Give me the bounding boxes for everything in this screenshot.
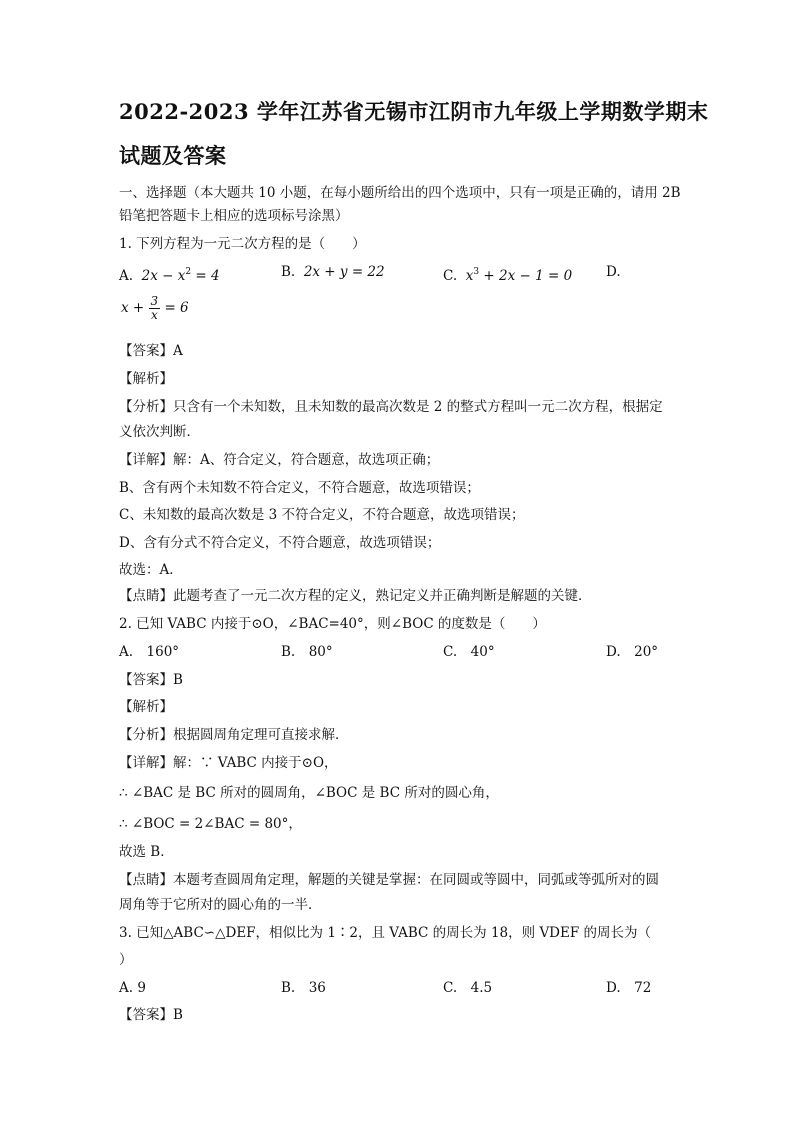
q3-option-d: D. 72	[606, 980, 652, 996]
q3-option-c: C. 4.5	[443, 980, 493, 996]
q1-remark: 【点睛】此题考查了一元二次方程的定义，熟记定义并正确判断是解题的关键．	[119, 588, 592, 604]
q1-detail-c: C、未知数的最高次数是 3 不符合定义，不符合题意，故选项错误；	[119, 507, 525, 523]
q1-option-a-tail: = 4	[191, 268, 220, 284]
q3-answer: 【答案】B	[119, 1007, 183, 1023]
q1-option-d-label: D.	[606, 264, 621, 280]
q1-option-c-tail: + 2x − 1 = 0	[479, 268, 573, 284]
q1-answer: 【答案】A	[119, 343, 183, 359]
q2-option-d: D. 20°	[606, 644, 659, 660]
q2-detail-line-2: ∴ ∠BOC = 2∠BAC = 80°，	[119, 816, 302, 832]
q1-option-d-numerator: 3	[150, 294, 159, 308]
doc-title-line-1: 2022-2023 学年江苏省无锡市江阴市九年级上学期数学期末	[119, 99, 709, 124]
q2-option-b: B. 80°	[281, 644, 333, 660]
q1-detail-b: B、含有两个未知数不符合定义，不符合题意，故选项错误；	[119, 480, 480, 496]
q3-stem-cont: ）	[119, 952, 133, 968]
q2-conclusion: 故选 B．	[119, 844, 174, 860]
q1-option-b-expr: 2x + y = 22	[303, 264, 385, 280]
q2-detail: 【详解】解：∵ VABC 内接于⊙O，	[119, 755, 338, 771]
q3-stem: 3. 已知△ABC∽△DEF，相似比为 1∶2，且 VABC 的周长为 18，则 VDEF 的周长为（	[119, 925, 652, 941]
q1-analysis-heading: 【解析】	[119, 371, 173, 387]
section-heading: 一、选择题（本大题共 10 小题，在每小题所给出的四个选项中，只有一项是正确的，请用 2B	[119, 185, 681, 201]
q1-fenxi: 【分析】只含有一个未知数，且未知数的最高次数是 2 的整式方程叫一元二次方程，根据定	[119, 399, 663, 415]
q2-detail-line-1: ∴ ∠BAC 是 BC 所对的圆周角，∠BOC 是 BC 所对的圆心角，	[119, 785, 499, 801]
q1-option-a	[119, 262, 220, 286]
q1-option-a-expr: 2x − x	[141, 268, 186, 284]
q1-detail-d: D、含有分式不符合定义，不符合题意，故选项错误；	[119, 535, 441, 551]
q1-option-a-sup: 2	[185, 267, 192, 277]
q1-option-c-label: C.	[443, 268, 458, 284]
q2-remark: 【点睛】本题考查圆周角定理，解题的关键是掌握：在同圆或等圆中，同弧或等弧所对的圆	[119, 872, 659, 888]
q2-remark-cont: 周角等于它所对的圆心角的一半．	[119, 897, 322, 913]
q3-option-a: A. 9	[119, 980, 146, 996]
q1-option-c-expr: x	[465, 268, 474, 284]
q1-fenxi-cont: 义依次判断．	[119, 424, 200, 440]
q1-option-c-sup: 3	[473, 267, 480, 277]
q1-stem: 1. 下列方程为一元二次方程的是（ ）	[119, 236, 366, 252]
q1-option-b	[281, 262, 385, 282]
doc-title-line-2: 试题及答案	[119, 143, 227, 168]
q1-option-d-pre: x +	[121, 300, 149, 316]
q2-fenxi: 【分析】根据圆周角定理可直接求解．	[119, 727, 349, 743]
section-heading-cont: 铅笔把答题卡上相应的选项标号涂黑）	[119, 208, 349, 224]
q1-option-a-label: A.	[119, 268, 134, 284]
q1-option-d-denominator: x	[150, 308, 158, 322]
q2-option-a: A. 160°	[119, 644, 180, 660]
q1-conclusion: 故选：A．	[119, 562, 183, 578]
q1-option-d	[121, 295, 189, 322]
q1-option-b-label: B.	[281, 264, 296, 280]
q1-detail: 【详解】解：A、符合定义，符合题意，故选项正确；	[119, 452, 440, 468]
q1-option-c	[443, 262, 572, 286]
q2-option-c: C. 40°	[443, 644, 495, 660]
q2-answer: 【答案】B	[119, 672, 183, 688]
q2-stem: 2. 已知 VABC 内接于⊙O，∠BAC=40°，则∠BOC 的度数是（ ）	[119, 616, 546, 632]
q1-option-d-tail: = 6	[160, 300, 189, 316]
q1-option-d-fraction	[149, 295, 161, 322]
q3-option-b: B. 36	[281, 980, 326, 996]
q2-analysis-heading: 【解析】	[119, 699, 173, 715]
